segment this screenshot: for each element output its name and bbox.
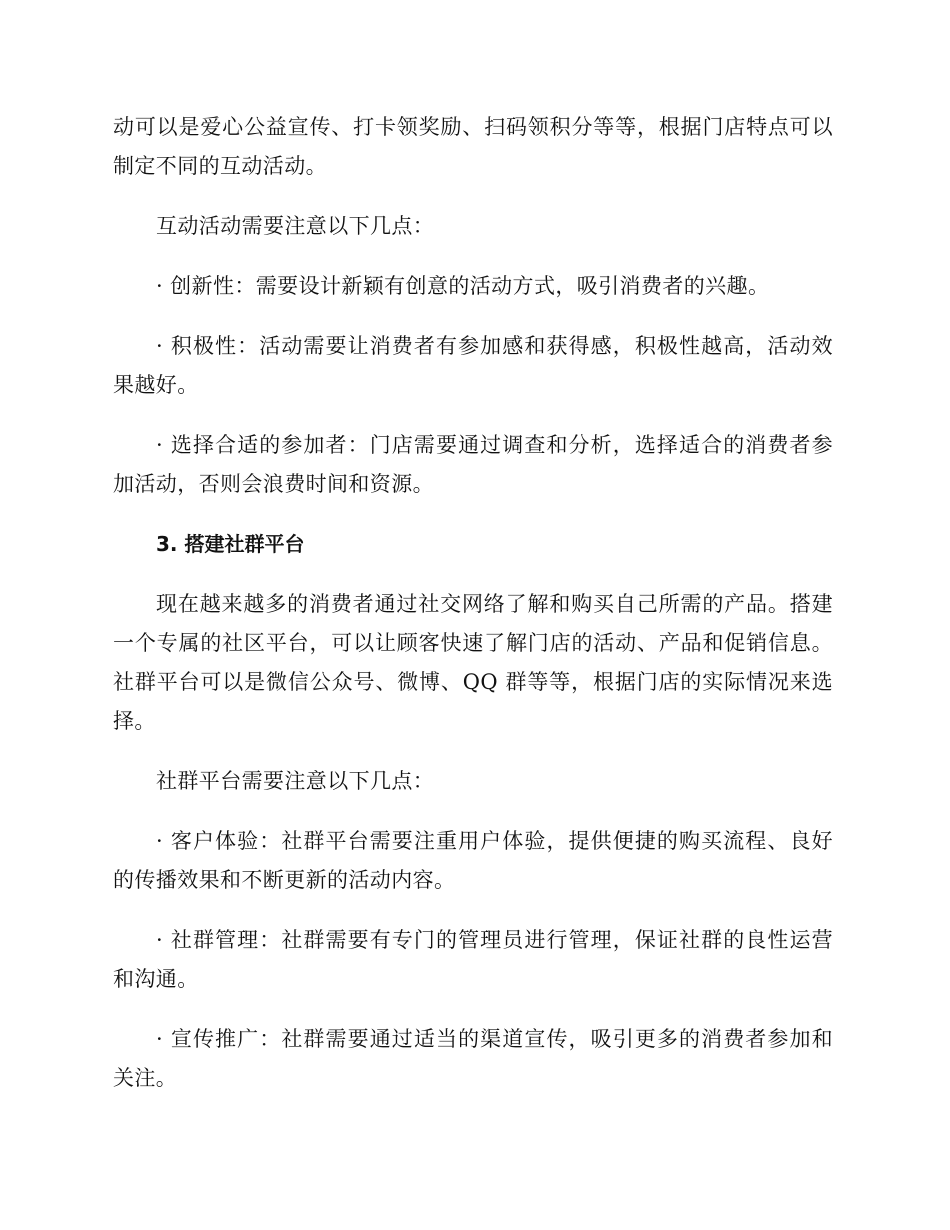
paragraph-activity-examples: 动可以是爱心公益宣传、打卡领奖励、扫码领积分等等，根据门店特点可以制定不同的互动活动。 <box>113 115 833 178</box>
paragraph-activity-notes-intro: 互动活动需要注意以下几点： <box>156 214 435 238</box>
bullet-community-management: · 社群管理：社群需要有专门的管理员进行管理，保证社群的良性运营和沟通。 <box>113 928 833 991</box>
paragraph-community-notes-intro: 社群平台需要注意以下几点： <box>156 769 435 793</box>
bullet-customer-experience: · 客户体验：社群平台需要注重用户体验，提供便捷的购买流程、良好的传播效果和不断更新的活动内容。 <box>113 829 833 892</box>
bullet-choose-participants: · 选择合适的参加者：门店需要通过调查和分析，选择适合的消费者参加活动，否则会浪费时间和资源。 <box>113 433 833 496</box>
bullet-enthusiasm: · 积极性：活动需要让消费者有参加感和获得感，积极性越高，活动效果越好。 <box>113 334 833 397</box>
section-heading-community-platform: 3. 搭建社群平台 <box>156 532 305 556</box>
bullet-innovation: · 创新性：需要设计新颖有创意的活动方式，吸引消费者的兴趣。 <box>156 274 770 298</box>
bullet-promotion: · 宣传推广：社群需要通过适当的渠道宣传，吸引更多的消费者参加和关注。 <box>113 1027 833 1090</box>
paragraph-community-platform: 现在越来越多的消费者通过社交网络了解和购买自己所需的产品。搭建一个专属的社区平台，可以让顾客快速了解门店的活动、产品和促销信息。社群平台可以是微信公众号、微博、QQ 群等等，根据门店的实际情况来选择。 <box>113 592 833 733</box>
document-body <box>113 108 833 1119</box>
